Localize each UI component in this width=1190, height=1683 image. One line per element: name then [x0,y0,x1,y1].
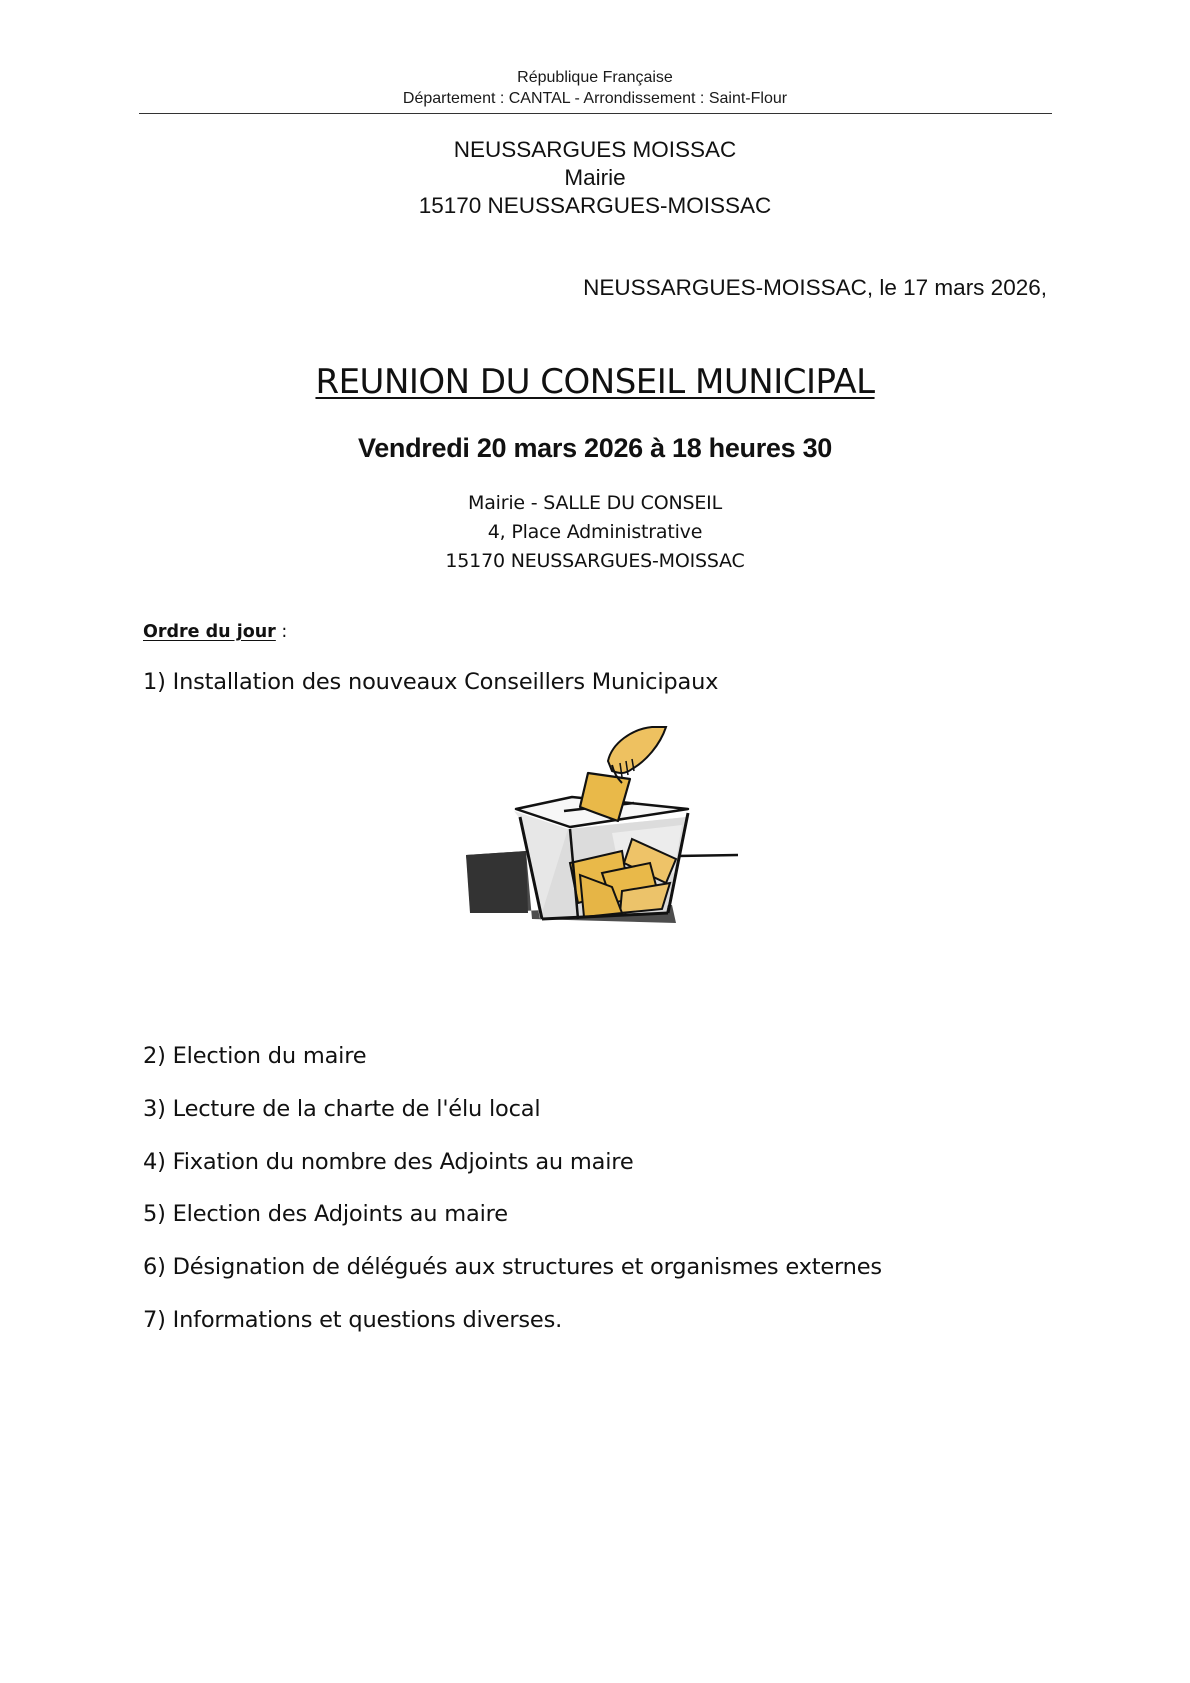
commune-name: NEUSSARGUES MOISSAC [453,137,737,162]
location-line-2: 4, Place Administrative [487,521,703,543]
page-title-text: REUNION DU CONSEIL MUNICIPAL [315,362,875,402]
ballot-box-illustration [462,713,738,927]
postal-address: 15170 NEUSSARGUES-MOISSAC [418,193,772,218]
agenda-item: 1) Installation des nouveaux Conseillers Municipaux [143,669,719,695]
agenda-label [143,622,287,642]
agenda-label-colon: : [275,622,288,642]
agenda-label-text: Ordre du jour [143,622,276,642]
header-divider [139,113,1052,114]
location-line-3: 15170 NEUSSARGUES-MOISSAC [445,550,745,572]
page-title [0,362,1190,402]
agenda-item: 7) Informations et questions diverses. [143,1307,563,1333]
office-name: Mairie [564,165,626,190]
agenda-item: 6) Désignation de délégués aux structures et organismes externes [143,1254,882,1280]
agenda-item: 3) Lecture de la charte de l'élu local [143,1096,541,1122]
ballot-box-icon [462,713,738,927]
meeting-datetime: Vendredi 20 mars 2026 à 18 heures 30 [357,433,832,463]
department-header: Département : CANTAL - Arrondissement : Saint-Flour [402,90,788,107]
country-header: République Française [517,69,673,86]
agenda-item: 5) Election des Adjoints au maire [143,1201,508,1227]
location-line-1: Mairie - SALLE DU CONSEIL [468,492,722,514]
date-line: NEUSSARGUES-MOISSAC, le 17 mars 2026, [583,275,1047,300]
agenda-item: 4) Fixation du nombre des Adjoints au maire [143,1149,634,1175]
agenda-item: 2) Election du maire [143,1043,367,1069]
